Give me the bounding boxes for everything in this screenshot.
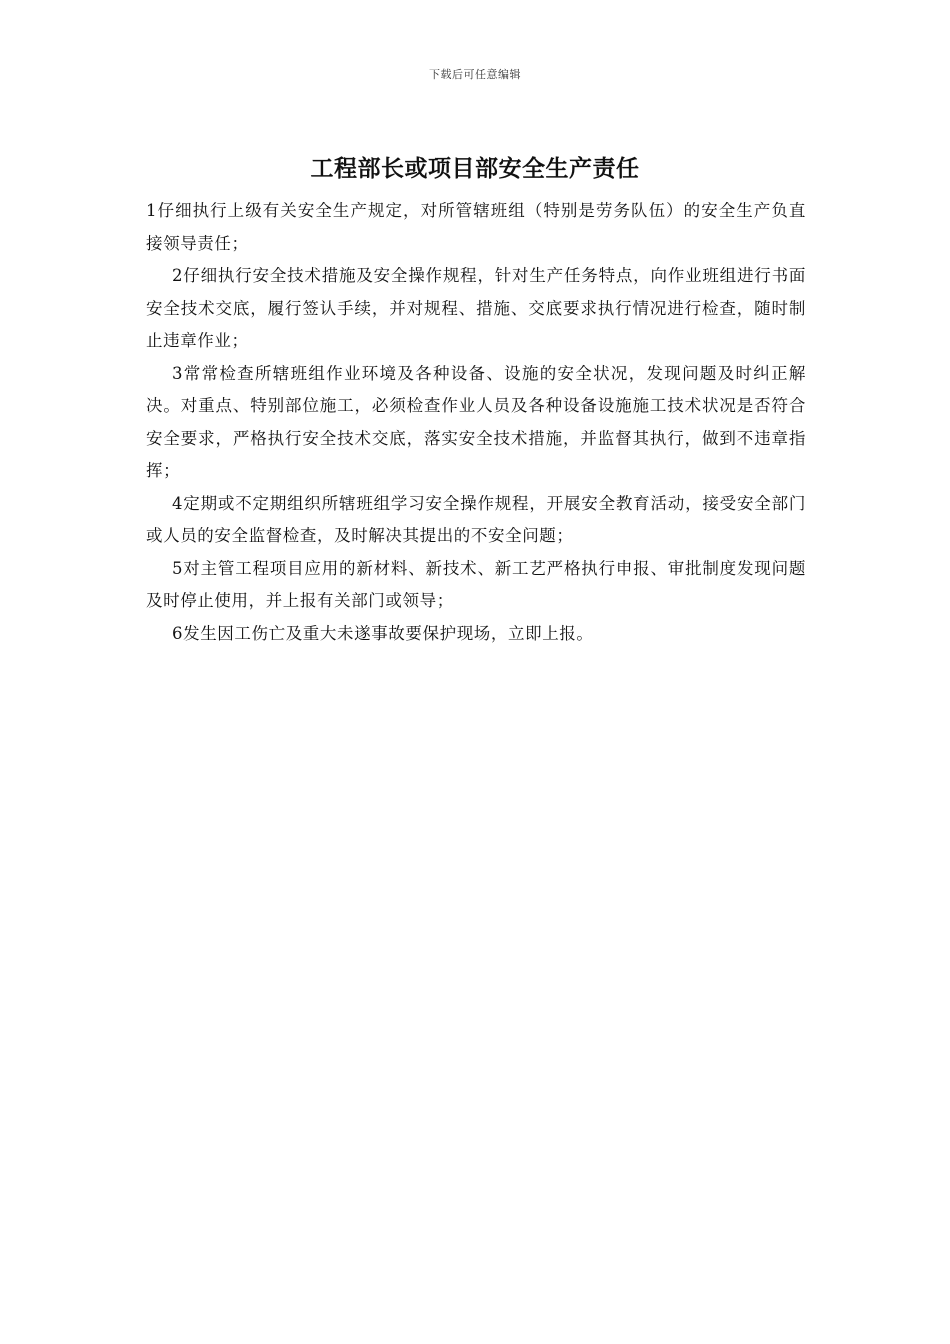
- document-title: 工程部长或项目部安全生产责任: [310, 155, 640, 182]
- paragraph-5: 5对主管工程项目应用的新材料、新技术、新工艺严格执行申报、审批制度发现问题及时停止使用，并上报有关部门或领导；: [146, 558, 806, 610]
- paragraph-4: 4定期或不定期组织所辖班组学习安全操作规程，开展安全教育活动，接受安全部门或人员的安全监督检查，及时解决其提出的不安全问题；: [146, 493, 806, 545]
- paragraph-6: 6发生因工伤亡及重大未遂事故要保护现场，立即上报。: [172, 623, 594, 643]
- paragraph-3: 3常常检查所辖班组作业环境及各种设备、设施的安全状况，发现问题及时纠正解决。对重点、特别部位施工，必须检查作业人员及各种设备设施施工技术状况是否符合安全要求，严格执行安全技术交底，落实安全技术措施，并监督其执行，做到不违章指挥；: [146, 363, 806, 480]
- paragraph-1: 1仔细执行上级有关安全生产规定，对所管辖班组（特别是劳务队伍）的安全生产负直接领导责任；: [146, 201, 806, 253]
- header-note: 下载后可任意编辑: [429, 68, 521, 81]
- document-body: [146, 195, 806, 650]
- paragraph-2: 2仔细执行安全技术措施及安全操作规程，针对生产任务特点，向作业班组进行书面安全技术交底，履行签认手续，并对规程、措施、交底要求执行情况进行检查，随时制止违章作业；: [146, 266, 806, 350]
